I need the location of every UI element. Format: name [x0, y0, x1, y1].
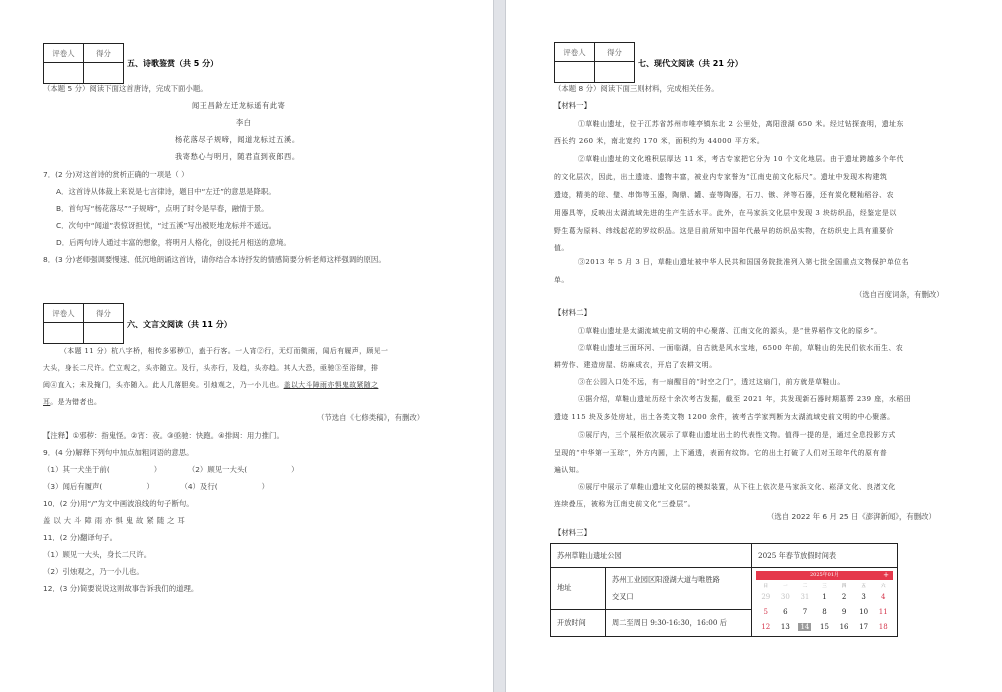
calendar-day: 11	[878, 608, 888, 616]
m1-line-7: 野生葛为原料、纬线起花的罗纹织品。这是目前所知中国年代最早的纺织品实物，在纺织史上具有重要价	[554, 227, 894, 235]
m2-line-1: ①草鞋山遗址是太湖流域史前文明的中心聚落、江南文化的源头，是“世界稻作文化的原乡”。	[578, 327, 882, 335]
calendar-day: 14	[800, 623, 810, 631]
q10-sentence: 盖 以 大 斗 障 雨 亦 惧 鬼 故 紧 随 之 耳	[43, 516, 186, 525]
q7-option-a: A．这首诗从体裁上来说是七言律诗，题目中“左迁”的意思是降职。	[56, 187, 276, 196]
q9-items-row-1	[43, 465, 299, 475]
calendar-day: 30	[780, 593, 790, 601]
q11-item-2: （2）引烛观之，乃一小儿也。	[43, 567, 144, 576]
underlined-tail: 耳	[43, 398, 51, 406]
address-value	[606, 568, 752, 610]
grader-label: 评卷人	[44, 44, 84, 63]
score-cell[interactable]	[84, 323, 124, 344]
calendar-day: 3	[861, 593, 866, 601]
passage-line-4	[43, 396, 101, 406]
calendar-day: 13	[780, 623, 790, 631]
calendar-day: 6	[783, 608, 788, 616]
weekday-label: 一	[783, 584, 788, 589]
right-page	[507, 0, 1002, 692]
m2-line-8: 呈现的“中华第一玉琮”，外方内圆，上下通透，表面有纹饰。它的出土打破了人们对玉琮年代的原有普	[554, 449, 888, 457]
score-box-section6	[43, 303, 124, 344]
question-9: 9．(4 分)解释下列句中加点加粗词语的意思。	[43, 448, 194, 457]
hours-label: 开放时间	[551, 609, 606, 636]
calendar-day: 16	[839, 623, 849, 631]
section7-intro: （本题 8 分）阅读下面三则材料，完成相关任务。	[554, 84, 719, 93]
q9-item-1: （1）其一犬坐于前(	[43, 465, 110, 474]
q9-item-4: （4）及行(	[180, 482, 218, 491]
q11-item-1: （1）顾见一大头，身长二尺许。	[43, 550, 152, 559]
weekday-label: 四	[841, 584, 847, 589]
q9-close-4: ）	[261, 482, 270, 491]
m1-line-2: 西长约 260 米，南北宽约 170 米，面积约为 44000 平方米。	[554, 137, 765, 145]
score-box-section7	[554, 42, 635, 83]
m1-line-10: 单。	[554, 276, 569, 284]
question-7: 7．(2 分)对这首诗的赏析正确的一项是（ ）	[43, 170, 189, 179]
holiday-title-cell: 2025 年春节放假时间表	[752, 544, 898, 568]
hours-value: 周二至周日 9:30-16:30，16:00 后	[606, 609, 752, 636]
section-title-modern: 七、现代文阅读（共 21 分）	[638, 59, 743, 68]
m2-line-5: ④据介绍，草鞋山遗址历经十余次考古发掘，截至 2021 年，共发现新石器时期墓葬 239 座，水稻田	[578, 395, 912, 403]
m1-line-8: 值。	[554, 244, 569, 252]
passage-line-3-text: 闼④直入；未及掩门，头亦随入。此人几落胆矣。引烛观之，乃一小儿也。	[43, 381, 284, 389]
address-line-1: 苏州工业园区阳澄湖大道与唯胜路	[612, 575, 720, 585]
park-name-cell: 苏州草鞋山遗址公园	[551, 544, 752, 568]
calendar-day: 18	[878, 623, 888, 631]
score-box-section5	[43, 43, 124, 84]
page-gap	[493, 0, 506, 692]
calendar-cell	[752, 568, 898, 637]
weekday-label: 三	[822, 584, 827, 589]
weekday-label: 二	[802, 584, 808, 589]
address-line-2: 交叉口	[612, 592, 634, 602]
address-label: 地址	[551, 568, 606, 610]
m1-line-3: ②草鞋山遗址的文化堆积层厚达 11 米，考古专家把它分为 10 个文化地层。由于遗址跨越多个年代	[578, 155, 904, 163]
calendar-day: 17	[859, 623, 869, 631]
left-page	[0, 0, 493, 692]
plus-icon: +	[883, 571, 889, 579]
material-1-label: 【材料一】	[554, 101, 591, 110]
calendar-day: 7	[802, 608, 808, 616]
calendar-day: 9	[841, 608, 847, 616]
calendar-day: 4	[880, 593, 886, 601]
m1-line-9: ③2013 年 5 月 3 日，草鞋山遗址被中华人民共和国国务院批准列入第七批全国重点文物保护单位名	[578, 258, 909, 266]
weekday-label: 五	[861, 584, 866, 589]
m2-line-6: 遗迹 115 块及多处房址，出土各类文物 1200 余件，被考古学家判断为太湖流域史前文明的中心聚落。	[554, 413, 895, 421]
section-title-poetry: 五、诗歌鉴赏（共 5 分）	[127, 59, 219, 68]
q7-option-d: D．后两句诗人通过丰富的想象，将明月人格化，创设托月相送的意境。	[56, 238, 291, 247]
q7-option-b: B．首句写“杨花落尽”“子规啼”，点明了时令是早春，融情于景。	[56, 204, 269, 213]
annotation-notes: 【注释】①邪秽：指鬼怪。②宵：夜。③亟驰：快跑。④排闼：用力推门。	[43, 431, 284, 440]
q7-option-c: C．次句中“闻道”表惊讶担忧，“过五溪”写出被贬地龙标并不遥远。	[56, 221, 277, 230]
grader-cell[interactable]	[44, 323, 84, 344]
grader-cell[interactable]	[555, 62, 595, 83]
question-10: 10．(2 分)用“/”为文中画波浪线的句子断句。	[43, 499, 194, 508]
q9-items-row-2	[43, 482, 269, 492]
poem-line-2: 我寄愁心与明月，随君直到夜郎西。	[175, 152, 300, 161]
material-1-source: （选自百度词条，有删改）	[855, 290, 944, 299]
m2-line-3: 耕劳作、建造房屋、纺麻成衣，开启了农耕文明。	[554, 361, 717, 369]
material-3-table	[550, 543, 898, 637]
calendar-day: 5	[763, 608, 769, 616]
m1-line-5: 遗迹，精美的琮、璧、串饰等玉器，陶鼎、罐、壶等陶器，石刀、镞、斧等石器，还有炭化粳籼稻谷、农	[554, 191, 894, 199]
calendar-day: 15	[820, 623, 829, 631]
m2-line-9: 遍认知。	[554, 466, 584, 474]
q9-close-2: ）	[291, 465, 299, 474]
q9-close-3: ）	[146, 482, 154, 491]
calendar-image	[752, 568, 897, 636]
m2-line-11: 连续叠压，被称为江南史前文化“三叠层”。	[554, 500, 696, 508]
m2-line-10: ⑥展厅中展示了草鞋山遗址文化层的模拟装置，从下往上依次是马家浜文化、崧泽文化、良渚文化	[578, 483, 896, 491]
poem-author: 李白	[236, 118, 252, 127]
m2-line-7: ⑤展厅内，三个展柜依次展示了草鞋山遗址出土的代表性文物。值得一提的是，通过全息投影方式	[578, 431, 896, 439]
calendar-day: 12	[761, 623, 771, 631]
section-title-classical: 六、文言文阅读（共 11 分）	[127, 320, 232, 329]
score-cell[interactable]	[595, 62, 635, 83]
m1-line-4: 的文化层次，因此，出土遗迹、遗物丰富，被业内专家誉为“江南史前文化标尺”。遗址中发现木构建筑	[554, 173, 888, 181]
m1-line-1: ①草鞋山遗址，位于江苏省苏州市唯亭镇东北 2 公里处，离阳澄湖 650 米。经过钻探查明，遗址东	[578, 120, 904, 128]
calendar-day: 29	[761, 593, 771, 601]
poem-line-1: 杨花落尽子规啼，闻道龙标过五溪。	[175, 135, 300, 144]
passage-line-3	[43, 379, 378, 389]
calendar-day: 1	[822, 593, 827, 601]
m2-line-2: ②草鞋山遗址三面环河、一面临湖，自古就是风水宝地，6500 年前，草鞋山的先民们依水而生、农	[578, 344, 904, 352]
question-11: 11．(2 分)翻译句子。	[43, 533, 117, 542]
m2-line-4: ③在公园入口处不远，有一扇醒目的“时空之门”，透过这扇门，前方就是草鞋山。	[578, 378, 845, 386]
calendar-day: 10	[859, 608, 869, 616]
calendar-day: 2	[841, 593, 847, 601]
material-3-label: 【材料三】	[554, 528, 591, 537]
grader-label: 评卷人	[44, 304, 84, 323]
question-8: 8．(3 分)老师强调要慢速、低沉地朗诵这首诗，请你结合本诗抒发的情感简要分析老师这样强调的原因。	[43, 255, 386, 264]
weekday-label: 六	[880, 584, 886, 589]
score-label: 得分	[595, 43, 635, 62]
calendar-header	[756, 571, 893, 580]
weekday-label: 日	[763, 584, 769, 589]
wavy-underlined-sentence: 盖以大斗障雨亦惧鬼故紧随之	[283, 381, 379, 389]
m1-line-6: 用器具等，反映出太湖流域先进的生产生活水平。此外，在马家浜文化层中发现 3 块纺织品，经鉴定是以	[554, 209, 897, 217]
grader-cell[interactable]	[44, 63, 84, 84]
score-label: 得分	[84, 304, 124, 323]
section5-intro: （本题 5 分）阅读下面这首唐诗，完成下面小题。	[43, 84, 208, 93]
grader-label: 评卷人	[555, 43, 595, 62]
passage-line-1: （本题 11 分）杭八字桥，相传多邪秽①，盍于行客。一人宵②行，无灯而微雨，闻后有履声，顾见一	[60, 347, 389, 355]
calendar-day: 8	[822, 608, 827, 616]
q9-close-1: ）	[153, 465, 162, 474]
calendar-month: 2025年01月	[809, 572, 840, 578]
material-2-source: （选自 2022 年 6 月 25 日《澎湃新闻》，有删改）	[767, 512, 936, 521]
poem-title: 闻王昌龄左迁龙标遥有此寄	[192, 101, 286, 110]
calendar-day: 31	[800, 593, 810, 601]
score-cell[interactable]	[84, 63, 124, 84]
passage-source: （节选自《七修类稿》，有删改）	[317, 413, 425, 422]
question-12: 12．(3 分)简要说说这则故事告诉我们的道理。	[43, 584, 199, 593]
q9-item-3: （3）闻后有履声(	[43, 482, 103, 491]
q9-item-2: （2）顾见一大头(	[187, 465, 248, 474]
score-label: 得分	[84, 44, 124, 63]
passage-ending: 。是为错者也。	[50, 398, 102, 406]
calendar-grid	[756, 582, 893, 636]
material-2-label: 【材料二】	[554, 308, 591, 317]
passage-line-2: 大头，身长二尺许。伫立观之，头亦随立。及行，头亦行，及趋，头亦趋。其人大恐，亟驰③至浴肆，排	[43, 364, 379, 372]
